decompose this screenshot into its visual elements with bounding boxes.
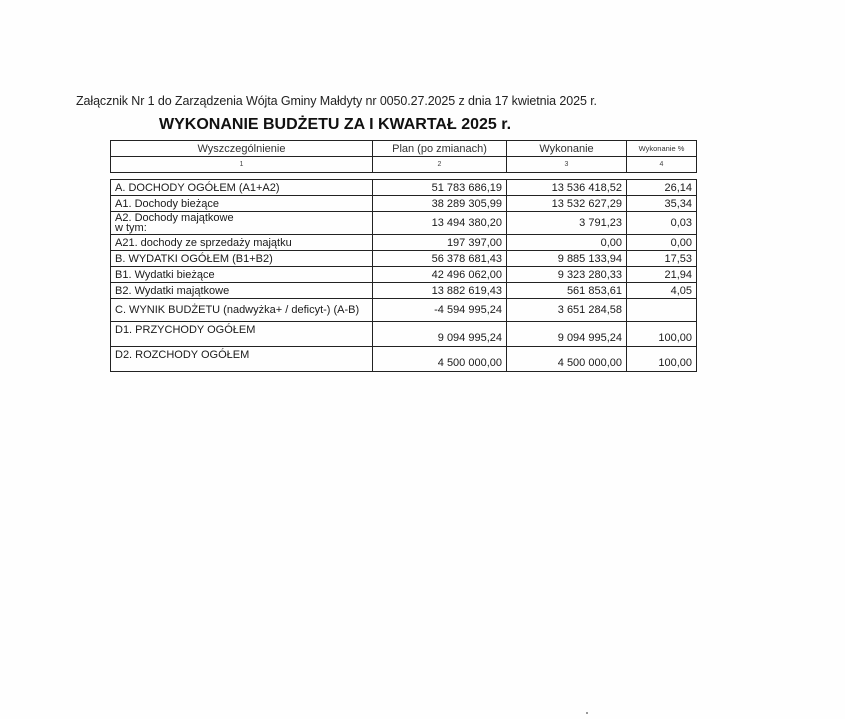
table-header-row (111, 141, 697, 157)
row-percent (627, 299, 697, 322)
row-plan: 13 882 619,43 (373, 283, 507, 299)
table-row (111, 196, 697, 212)
row-execution: 13 536 418,52 (507, 180, 627, 196)
column-number: 4 (627, 157, 697, 173)
row-execution: 9 885 133,94 (507, 251, 627, 267)
row-execution: 3 651 284,58 (507, 299, 627, 322)
row-percent: 4,05 (627, 283, 697, 299)
row-plan: 9 094 995,24 (373, 322, 507, 347)
column-number: 3 (507, 157, 627, 173)
row-name: D2. ROZCHODY OGÓŁEM (111, 347, 373, 372)
column-number-row (111, 157, 697, 173)
row-percent: 35,34 (627, 196, 697, 212)
row-percent: 0,03 (627, 212, 697, 235)
row-name: A1. Dochody bieżące (111, 196, 373, 212)
row-percent: 26,14 (627, 180, 697, 196)
row-plan: 13 494 380,20 (373, 212, 507, 235)
row-plan: 197 397,00 (373, 235, 507, 251)
scan-speck (586, 712, 588, 714)
table-row (111, 322, 697, 347)
row-name: A21. dochody ze sprzedaży majątku (111, 235, 373, 251)
row-name (111, 212, 373, 235)
row-name: A. DOCHODY OGÓŁEM (A1+A2) (111, 180, 373, 196)
row-execution: 3 791,23 (507, 212, 627, 235)
table-row (111, 235, 697, 251)
row-percent: 21,94 (627, 267, 697, 283)
row-name: D1. PRZYCHODY OGÓŁEM (111, 322, 373, 347)
row-percent: 0,00 (627, 235, 697, 251)
row-execution: 9 323 280,33 (507, 267, 627, 283)
table-row (111, 180, 697, 196)
row-name: B. WYDATKI OGÓŁEM (B1+B2) (111, 251, 373, 267)
row-percent: 100,00 (627, 322, 697, 347)
table-row (111, 299, 697, 322)
document-title: WYKONANIE BUDŻETU ZA I KWARTAŁ 2025 r. (159, 116, 512, 133)
row-plan: 42 496 062,00 (373, 267, 507, 283)
table-row (111, 283, 697, 299)
row-plan: 4 500 000,00 (373, 347, 507, 372)
row-name-line2: w tym: (115, 222, 147, 234)
row-execution: 0,00 (507, 235, 627, 251)
table-row (111, 267, 697, 283)
header-execution: Wykonanie (507, 141, 627, 157)
attachment-note: Załącznik Nr 1 do Zarządzenia Wójta Gminy Małdyty nr 0050.27.2025 z dnia 17 kwietnia 2025 r. (76, 94, 597, 108)
header-description: Wyszczególnienie (111, 141, 373, 157)
row-name-line1: A2. Dochody majątkowe (115, 212, 234, 224)
row-execution: 561 853,61 (507, 283, 627, 299)
row-percent: 17,53 (627, 251, 697, 267)
row-execution: 9 094 995,24 (507, 322, 627, 347)
row-name: B2. Wydatki majątkowe (111, 283, 373, 299)
row-execution: 13 532 627,29 (507, 196, 627, 212)
row-plan: 56 378 681,43 (373, 251, 507, 267)
row-name: C. WYNIK BUDŻETU (nadwyżka+ / deficyt-) (A-B) (111, 299, 373, 322)
spacer-cell (111, 173, 697, 180)
row-plan: 51 783 686,19 (373, 180, 507, 196)
column-number: 1 (111, 157, 373, 173)
row-name: B1. Wydatki bieżące (111, 267, 373, 283)
table-row (111, 251, 697, 267)
column-number: 2 (373, 157, 507, 173)
row-plan: 38 289 305,99 (373, 196, 507, 212)
table-spacer (111, 173, 697, 180)
header-plan: Plan (po zmianach) (373, 141, 507, 157)
row-execution: 4 500 000,00 (507, 347, 627, 372)
row-plan: -4 594 995,24 (373, 299, 507, 322)
table-row (111, 212, 697, 235)
row-percent: 100,00 (627, 347, 697, 372)
table-row (111, 347, 697, 372)
header-execution-percent: Wykonanie % (627, 141, 697, 157)
budget-table (110, 140, 697, 372)
